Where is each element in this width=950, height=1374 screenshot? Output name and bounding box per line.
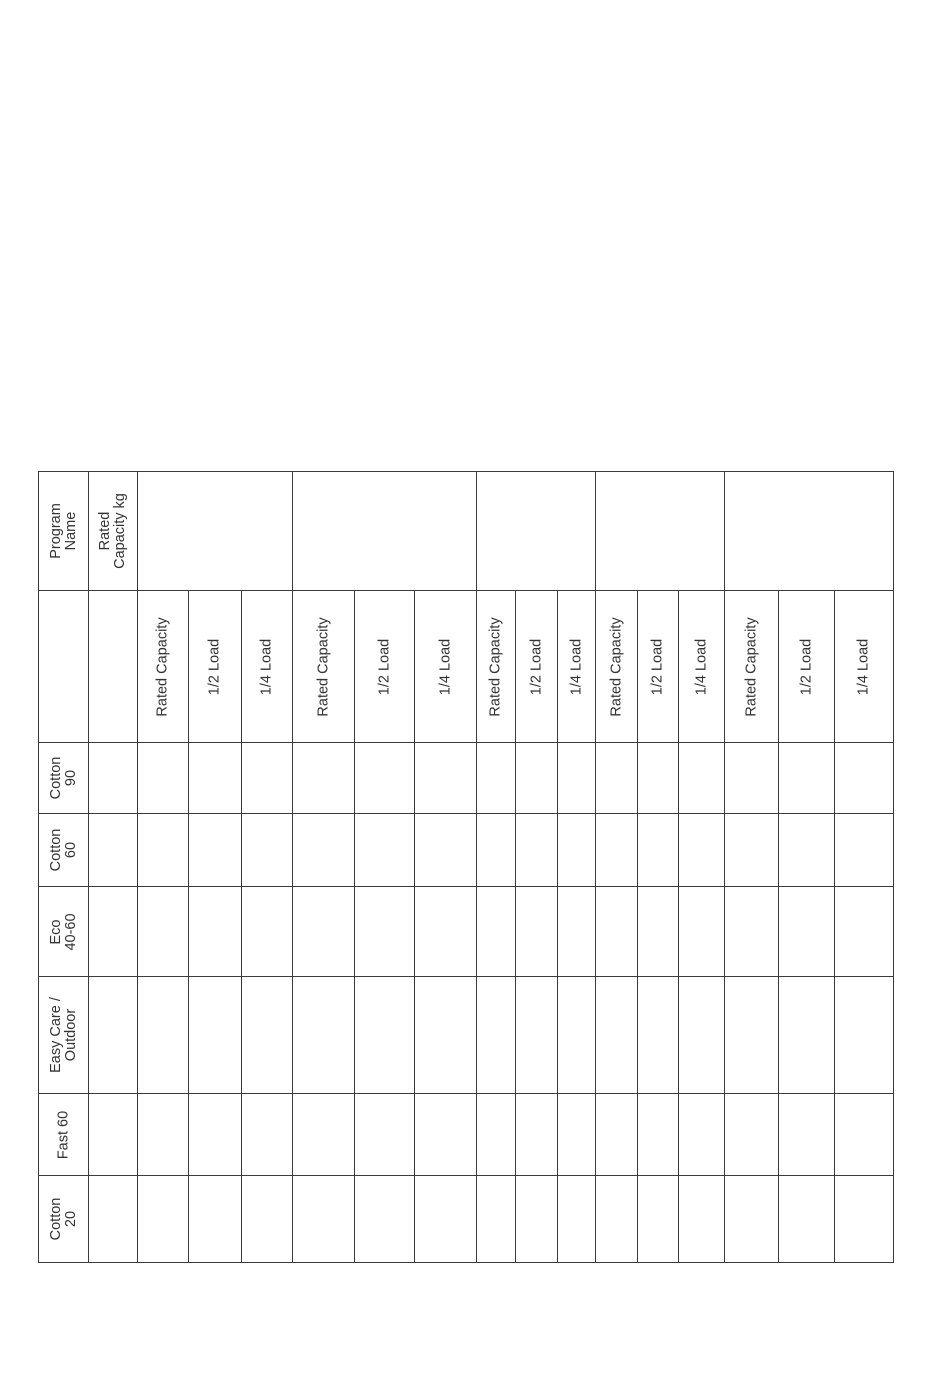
- program-name-cell-label: Eco 40-60: [47, 912, 79, 951]
- table-cell: [557, 813, 595, 886]
- table-cell: [354, 976, 414, 1093]
- table-cell: [137, 1093, 188, 1175]
- table-cell: [678, 742, 724, 813]
- program-name-cell: [38, 976, 88, 1093]
- table-cell: [354, 1093, 414, 1175]
- program-name-cell-label: Cotton 90: [47, 756, 79, 800]
- program-name-cell-label: Fast 60: [55, 1110, 71, 1159]
- table-cell: [241, 886, 292, 976]
- subheader-group-4-col-2: [637, 590, 678, 742]
- subheader-group-4-col-1: [595, 590, 637, 742]
- table-cell: [678, 886, 724, 976]
- table-cell: [557, 1093, 595, 1175]
- program-name-cell: [38, 886, 88, 976]
- subheader-group-2-col-2: [354, 590, 414, 742]
- subheader-group-3-col-3-label: 1/4 Load: [568, 638, 584, 695]
- subheader-group-2-col-3-label: 1/4 Load: [437, 638, 453, 695]
- table-cell: [188, 1175, 241, 1262]
- table-bottom-border: [38, 1262, 894, 1263]
- subheader-group-3-col-2-label: 1/2 Load: [528, 638, 544, 695]
- subheader-group-1-col-3-label: 1/4 Load: [258, 638, 275, 695]
- table-cell: [188, 1093, 241, 1175]
- subheader-group-5-col-1: [724, 590, 778, 742]
- table-cell: [595, 1093, 637, 1175]
- table-cell: [834, 1175, 893, 1262]
- table-cell: [414, 1093, 476, 1175]
- table-cell: [354, 886, 414, 976]
- subheader-group-4-col-2-label: 1/2 Load: [649, 638, 666, 695]
- program-name-cell: [38, 813, 88, 886]
- table-cell: [292, 1093, 354, 1175]
- table-cell: [595, 976, 637, 1093]
- table-cell: [137, 886, 188, 976]
- subheader-group-4-col-1-label: Rated Capacity: [608, 616, 624, 717]
- table-cell: [241, 813, 292, 886]
- table-cell: [678, 976, 724, 1093]
- program-name-cell-label: Easy Care / Outdoor: [47, 997, 79, 1073]
- table-cell: [292, 886, 354, 976]
- table-cell: [834, 742, 893, 813]
- table-cell: [476, 742, 515, 813]
- table-cell: [834, 813, 893, 886]
- program-name-cell-label: Cotton 20: [47, 1197, 79, 1241]
- table-cell: [414, 976, 476, 1093]
- table-cell: [88, 813, 137, 886]
- table-cell: [515, 976, 557, 1093]
- table-right-border: [893, 471, 894, 1262]
- subheader-group-3-col-1-label: Rated Capacity: [487, 616, 504, 717]
- subheader-group-2-col-3: [414, 590, 476, 742]
- table-cell: [595, 742, 637, 813]
- table-cell: [557, 886, 595, 976]
- table-cell: [834, 976, 893, 1093]
- table-cell: [637, 1093, 678, 1175]
- table-cell: [241, 1093, 292, 1175]
- table-cell: [188, 813, 241, 886]
- subheader-group-1-col-2-label: 1/2 Load: [206, 638, 223, 695]
- subheader-group-5-col-3-label: 1/4 Load: [855, 638, 872, 695]
- table-cell: [137, 1175, 188, 1262]
- subheader-group-2-col-1: [292, 590, 354, 742]
- table-cell: [595, 1175, 637, 1262]
- table-cell: [557, 742, 595, 813]
- table-cell: [557, 1175, 595, 1262]
- table-cell: [678, 813, 724, 886]
- subheader-group-2-col-2-label: 1/2 Load: [376, 638, 392, 695]
- table-cell: [88, 886, 137, 976]
- table-cell: [414, 813, 476, 886]
- table-cell: [778, 976, 834, 1093]
- subheader-group-1-col-1: [137, 590, 188, 742]
- table-cell: [241, 742, 292, 813]
- subheader-blank-capacity: [88, 590, 137, 742]
- table-cell: [354, 742, 414, 813]
- subheader-group-5-col-1-label: Rated Capacity: [743, 616, 759, 717]
- table-cell: [414, 886, 476, 976]
- table-cell: [137, 976, 188, 1093]
- table-cell: [595, 886, 637, 976]
- table-cell: [724, 1175, 778, 1262]
- subheader-group-4-col-3: [678, 590, 724, 742]
- table-cell: [292, 742, 354, 813]
- program-name-cell: [38, 1093, 88, 1175]
- subheader-group-5-col-2: [778, 590, 834, 742]
- table-cell: [637, 742, 678, 813]
- table-cell: [637, 1175, 678, 1262]
- subheader-group-3-col-2: [515, 590, 557, 742]
- table-cell: [292, 1175, 354, 1262]
- table-cell: [834, 1093, 893, 1175]
- table-cell: [778, 1175, 834, 1262]
- group-header-5: [724, 471, 893, 590]
- table-cell: [778, 886, 834, 976]
- header-program-name-label: Program Name: [47, 503, 79, 559]
- table-cell: [88, 1093, 137, 1175]
- table-cell: [724, 886, 778, 976]
- table-cell: [476, 1093, 515, 1175]
- table-cell: [241, 1175, 292, 1262]
- table-cell: [476, 976, 515, 1093]
- group-header-2: [292, 471, 476, 590]
- table-cell: [515, 1175, 557, 1262]
- subheader-group-5-col-2-label: 1/2 Load: [798, 638, 814, 695]
- table-cell: [354, 1175, 414, 1262]
- header-program-name: [38, 471, 88, 590]
- subheader-group-2-col-1-label: Rated Capacity: [315, 616, 331, 717]
- program-name-cell: [38, 1175, 88, 1262]
- group-header-3: [476, 471, 595, 590]
- table-cell: [515, 1093, 557, 1175]
- table-cell: [188, 742, 241, 813]
- table-cell: [637, 976, 678, 1093]
- table-cell: [778, 1093, 834, 1175]
- table-cell: [637, 813, 678, 886]
- table-cell: [188, 886, 241, 976]
- table-cell: [595, 813, 637, 886]
- table-cell: [137, 742, 188, 813]
- table-cell: [88, 1175, 137, 1262]
- table-cell: [476, 813, 515, 886]
- table-cell: [637, 886, 678, 976]
- header-rated-capacity-kg-label: Rated Capacity kg: [97, 493, 128, 569]
- table-cell: [678, 1093, 724, 1175]
- subheader-group-5-col-3: [834, 590, 893, 742]
- table-cell: [292, 976, 354, 1093]
- table-cell: [241, 976, 292, 1093]
- table-cell: [515, 886, 557, 976]
- table-cell: [724, 1093, 778, 1175]
- subheader-blank-program: [38, 590, 88, 742]
- table-cell: [778, 742, 834, 813]
- table-cell: [88, 742, 137, 813]
- table-cell: [476, 886, 515, 976]
- table-cell: [88, 976, 137, 1093]
- program-name-cell-label: Cotton 60: [47, 828, 79, 872]
- table-cell: [724, 813, 778, 886]
- table-cell: [414, 742, 476, 813]
- subheader-group-1-col-1-label: Rated Capacity: [154, 616, 171, 717]
- table-cell: [188, 976, 241, 1093]
- subheader-group-1-col-3: [241, 590, 292, 742]
- table-cell: [515, 742, 557, 813]
- subheader-group-1-col-2: [188, 590, 241, 742]
- group-header-4: [595, 471, 724, 590]
- group-header-1: [137, 471, 292, 590]
- table-cell: [834, 886, 893, 976]
- table-cell: [557, 976, 595, 1093]
- program-name-cell: [38, 742, 88, 813]
- table-cell: [476, 1175, 515, 1262]
- table-cell: [515, 813, 557, 886]
- subheader-group-3-col-1: [476, 590, 515, 742]
- table-cell: [724, 976, 778, 1093]
- header-rated-capacity-kg: [88, 471, 137, 590]
- subheader-group-4-col-3-label: 1/4 Load: [693, 638, 709, 695]
- table-cell: [354, 813, 414, 886]
- table-cell: [678, 1175, 724, 1262]
- table-cell: [292, 813, 354, 886]
- table-cell: [414, 1175, 476, 1262]
- table-cell: [724, 742, 778, 813]
- table-cell: [137, 813, 188, 886]
- subheader-group-3-col-3: [557, 590, 595, 742]
- table-cell: [778, 813, 834, 886]
